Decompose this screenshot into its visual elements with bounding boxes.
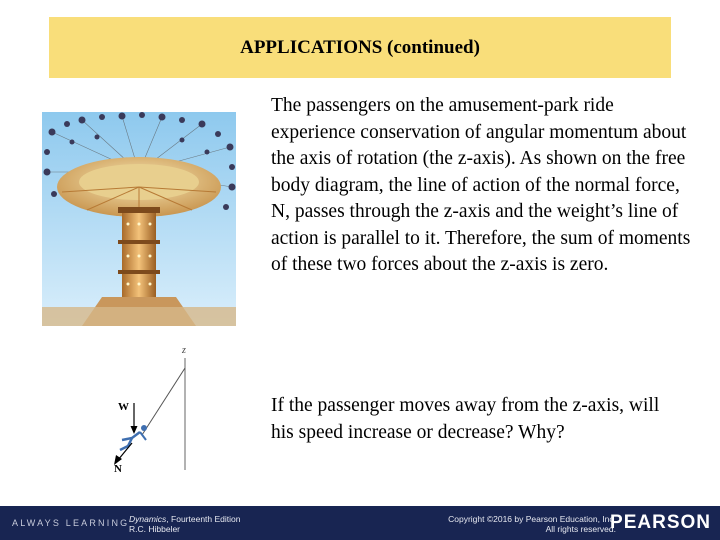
weight-arrowhead-icon	[131, 426, 138, 434]
n-label: N	[114, 463, 122, 475]
rights-line: All rights reserved.	[545, 524, 616, 534]
paragraph-question: If the passenger moves away from the z-axis, will his speed increase or decrease? Why?	[271, 395, 660, 443]
amusement-ride-photo	[42, 112, 236, 326]
footer-copyright	[448, 514, 616, 534]
copyright-line: Copyright ©2016 by Pearson Education, Inc.	[448, 514, 616, 524]
footer-book-info	[129, 514, 241, 534]
book-author: R.C. Hibbeler	[129, 524, 181, 534]
slide-title: APPLICATIONS (continued)	[240, 36, 480, 58]
title-bar	[49, 17, 671, 78]
w-label: W	[118, 401, 129, 413]
paragraph-conservation: The passengers on the amusement-park ride experience conservation of angular momentum about the axis of rotation (the z-axis). As shown on the free body diagram, the line of action of the normal force, N, passes through the z-axis and the weight’s line of action is parallel to it. Therefore, the sum of moments of these two forces about the z-axis is zero.	[271, 95, 691, 275]
footer-bar	[0, 506, 720, 540]
z-axis-label: z	[182, 345, 186, 356]
free-body-diagram	[100, 340, 210, 480]
book-title: Dynamics	[129, 514, 167, 524]
book-edition: , Fourteenth Edition	[166, 514, 241, 524]
pearson-logo: PEARSON	[610, 512, 711, 533]
footer-brand: ALWAYS LEARNING	[12, 518, 130, 528]
